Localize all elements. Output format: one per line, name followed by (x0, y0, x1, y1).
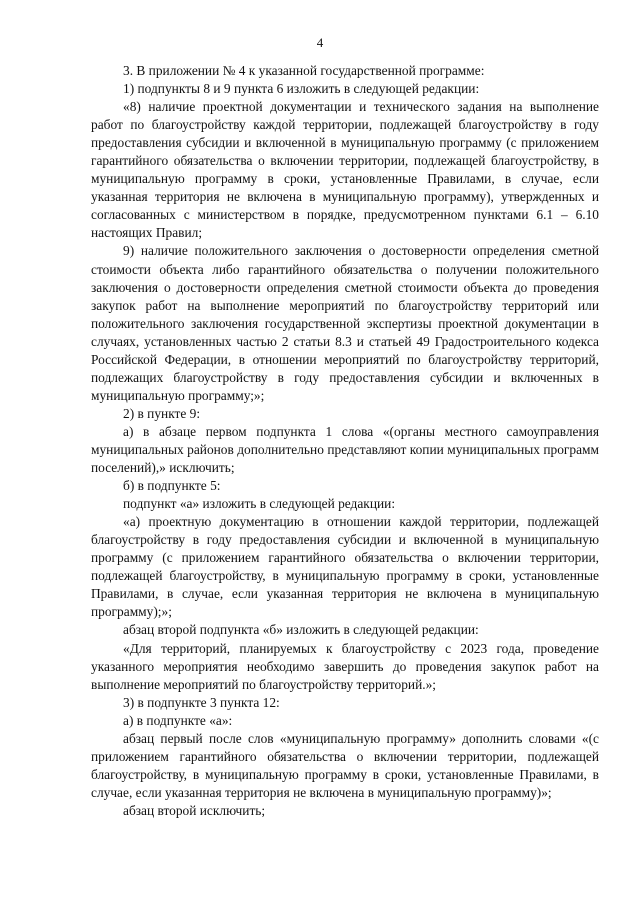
item-3a-paragraph-1: абзац первый после слов «муниципальную программу» дополнить словами «(с приложением гарантийного обязательства о включении территории, подлежащей благоустройству, в муниципальную программу в сроки, установленные Правилами, в случае, если указанная территория не включена в муниципальную программу)»; (91, 730, 599, 800)
item-2-intro: 2) в пункте 9: (123, 405, 201, 421)
page-number: 4 (316, 35, 324, 50)
subpoint-a-text: «а) проектную документацию в отношении каждой территории, подлежащей благоустройству в году предоставления субсидии и включенной в муниципальную программу (с приложением гарантийного обязательства о включении территории, подлежащей благоустройству, в муниципальную программу в сроки, установленные Правилами, в случае, если указанная территория не включена в муниципальную программу);»; (91, 514, 599, 620)
section-heading-appendix-4: 3. В приложении № 4 к указанной государственной программе: (123, 63, 485, 78)
item-3-intro: 3) в подпункте 3 пункта 12: (123, 694, 280, 710)
item-2b-intro: б) в подпункте 5: (123, 478, 221, 494)
item-3a-intro: а) в подпункте «а»: (123, 712, 233, 728)
paragraph-2-subpoint-b-text: «Для территорий, планируемых к благоустройству с 2023 года, проведение указанного мероприятия необходимо завершить до проведения закупок работ на выполнение мероприятий по благоустройству территорий.»; (91, 640, 599, 692)
subitem-9-text: 9) наличие положительного заключения о достоверности определения сметной стоимости объекта либо гарантийного обязательства о получении положительного заключения о достоверности определения сметной стоимости объекта до проведения закупок работ на выполнение мероприятий по благоустройству территорий или положительного заключения государственной экспертизы проектной документации в случаях, установленных частью 2 статьи 8.3 и статьей 49 Градостроительного кодекса Российской Федерации, в отношении мероприятий по благоустройству территорий, подлежащих благоустройству в году предоставления субсидии и включенных в муниципальную программу;»; (91, 243, 599, 403)
subpoint-a-intro: подпункт «а» изложить в следующей редакции: (123, 496, 396, 512)
item-2a-text: а) в абзаце первом подпункта 1 слова «(органы местного самоуправления муниципальных районов дополнительно представляют копии муниципальных программ поселений),» исключить; (91, 423, 599, 476)
item-1-intro: 1) подпункты 8 и 9 пункта 6 изложить в следующей редакции: (123, 81, 480, 97)
item-3a-paragraph-2: абзац второй исключить; (123, 802, 266, 818)
paragraph-2-subpoint-b-intro: абзац второй подпункта «б» изложить в следующей редакции: (123, 622, 479, 638)
subitem-8-text: «8) наличие проектной документации и технического задания на выполнение работ по благоустройству каждой территории, подлежащей благоустройству в году предоставления субсидии и включенной в муниципальную программу (с приложением гарантийного обязательства о включении территории, подлежащей благоустройству, в муниципальную программу в сроки, установленные Правилами, в случае, если указанная территория не включена в муниципальную программу), утвержденных и согласованных с министерством в порядке, предусмотренном пунктами 6.1 – 6.10 настоящих Правил; (91, 99, 599, 241)
document-body (91, 62, 599, 820)
